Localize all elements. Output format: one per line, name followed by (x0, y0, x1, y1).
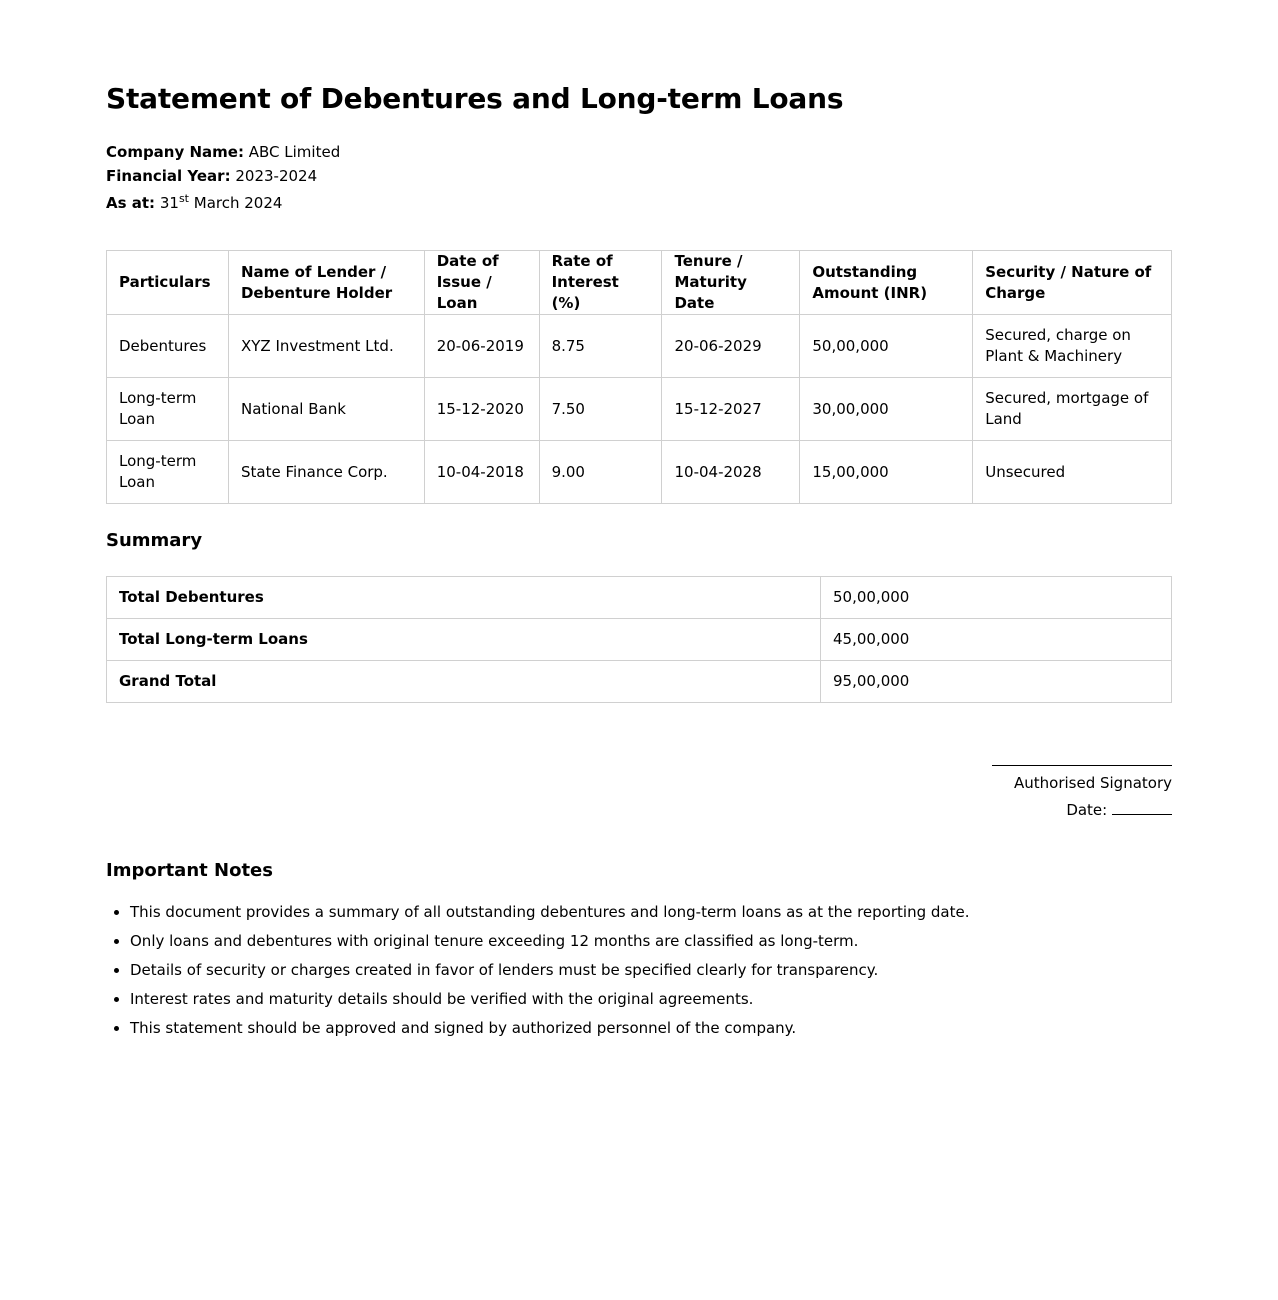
table-cell: 15-12-2020 (424, 378, 539, 441)
table-cell: Long-term Loan (107, 378, 229, 441)
summary-label: Total Debentures (107, 577, 821, 619)
table-cell: 15,00,000 (800, 441, 973, 504)
company-name-line (106, 140, 1172, 164)
table-row (107, 441, 1172, 504)
column-header: Rate of Interest (%) (539, 251, 662, 315)
table-cell: 9.00 (539, 441, 662, 504)
signature-line (992, 750, 1172, 766)
summary-label: Total Long-term Loans (107, 619, 821, 661)
financial-year-value: 2023-2024 (235, 167, 318, 185)
financial-year-line (106, 164, 1172, 188)
summary-value: 50,00,000 (821, 577, 1172, 619)
table-cell: Secured, charge on Plant & Machinery (973, 315, 1172, 378)
table-cell: Debentures (107, 315, 229, 378)
signature-date-row (106, 797, 1172, 824)
summary-title: Summary (106, 530, 203, 551)
column-header: Name of Lender / Debenture Holder (228, 251, 424, 315)
table-cell: Unsecured (973, 441, 1172, 504)
column-header: Date of Issue / Loan (424, 251, 539, 315)
table-cell: Long-term Loan (107, 441, 229, 504)
table-cell: 30,00,000 (800, 378, 973, 441)
signature-date-label: Date: (1066, 801, 1108, 819)
notes-title: Important Notes (106, 860, 273, 881)
as-at-line (106, 188, 1172, 215)
as-at-month-year: March 2024 (193, 194, 283, 212)
table-cell: XYZ Investment Ltd. (228, 315, 424, 378)
list-item: • Details of security or charges created in favor of lenders must be specified clearly for transparency. (130, 956, 1172, 985)
table-row (107, 378, 1172, 441)
summary-label: Grand Total (107, 661, 821, 703)
column-header: Tenure / Maturity Date (662, 251, 800, 315)
summary-value: 95,00,000 (821, 661, 1172, 703)
company-name-value: ABC Limited (248, 143, 341, 161)
table-cell: Secured, mortgage of Land (973, 378, 1172, 441)
page-title: Statement of Debentures and Long-term Loans (106, 82, 844, 115)
table-cell: 20-06-2029 (662, 315, 800, 378)
as-at-day: 31 (159, 194, 179, 212)
document-meta (106, 140, 1172, 215)
summary-table (106, 576, 1172, 703)
notes-list (106, 898, 1172, 1043)
table-cell: 10-04-2018 (424, 441, 539, 504)
table-header-row (107, 251, 1172, 315)
table-cell: State Finance Corp. (228, 441, 424, 504)
table-cell: 10-04-2028 (662, 441, 800, 504)
table-cell: 7.50 (539, 378, 662, 441)
list-item: • This statement should be approved and signed by authorized personnel of the company. (130, 1014, 1172, 1043)
signature-block (106, 750, 1172, 824)
summary-row (107, 619, 1172, 661)
summary-row (107, 577, 1172, 619)
company-name-label: Company Name: (106, 143, 244, 161)
summary-value: 45,00,000 (821, 619, 1172, 661)
table-cell: 20-06-2019 (424, 315, 539, 378)
table-cell: 50,00,000 (800, 315, 973, 378)
table-cell: 8.75 (539, 315, 662, 378)
signature-line-row (106, 750, 1172, 770)
signature-date-blank (1112, 800, 1172, 815)
table-row (107, 315, 1172, 378)
authorised-signatory-label: Authorised Signatory (1013, 774, 1172, 792)
list-item: • This document provides a summary of all outstanding debentures and long-term loans as at the reporting date. (130, 898, 1172, 927)
column-header: Outstanding Amount (INR) (800, 251, 973, 315)
as-at-label: As at: (106, 194, 156, 212)
loans-table (106, 250, 1172, 504)
column-header: Particulars (107, 251, 229, 315)
table-cell: National Bank (228, 378, 424, 441)
table-cell: 15-12-2027 (662, 378, 800, 441)
list-item: • Only loans and debentures with original tenure exceeding 12 months are classified as long-term. (130, 927, 1172, 956)
financial-year-label: Financial Year: (106, 167, 231, 185)
as-at-day-suffix: st (178, 192, 189, 205)
summary-row (107, 661, 1172, 703)
column-header: Security / Nature of Charge (973, 251, 1172, 315)
list-item: • Interest rates and maturity details should be verified with the original agreements. (130, 985, 1172, 1014)
